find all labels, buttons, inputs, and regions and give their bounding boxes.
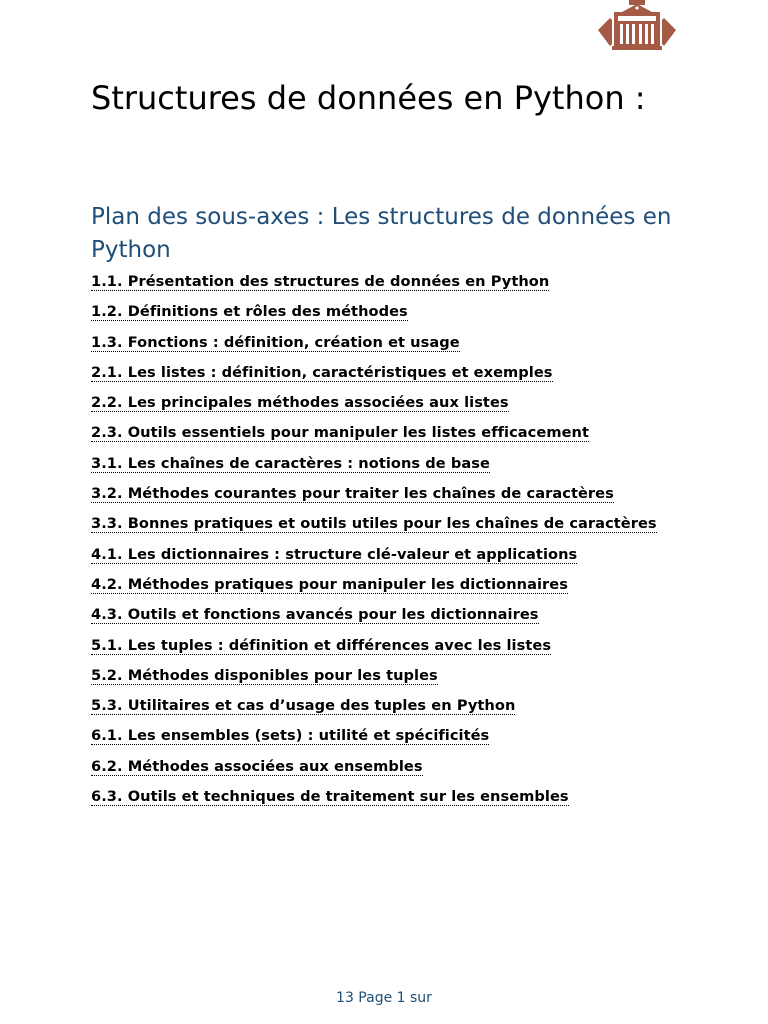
toc-item — [91, 422, 661, 442]
toc-link[interactable]: 3.2. Méthodes courantes pour traiter les chaînes de caractères — [91, 485, 614, 503]
page-footer: 13 Page 1 sur — [336, 990, 432, 1006]
toc-link[interactable]: 6.3. Outils et techniques de traitement sur les ensembles — [91, 788, 569, 806]
toc-item — [91, 574, 661, 594]
toc-item — [91, 453, 661, 473]
toc-link[interactable]: 5.3. Utilitaires et cas d’usage des tuples en Python — [91, 697, 516, 715]
toc-link[interactable]: 4.2. Méthodes pratiques pour manipuler les dictionnaires — [91, 575, 568, 593]
toc-item — [91, 483, 661, 503]
toc-item — [91, 665, 661, 685]
institution-logo-icon — [596, 0, 678, 52]
toc-item — [91, 513, 661, 533]
toc-link[interactable]: 2.1. Les listes : définition, caractéristiques et exemples — [91, 363, 553, 381]
toc-link[interactable]: 4.1. Les dictionnaires : structure clé-valeur et applications — [91, 545, 578, 563]
toc-item — [91, 301, 661, 321]
toc-link[interactable]: 6.2. Méthodes associées aux ensembles — [91, 757, 423, 775]
section-heading: Plan des sous-axes : Les structures de données en Python — [91, 204, 672, 263]
toc-item — [91, 332, 661, 352]
table-of-contents — [91, 271, 661, 816]
toc-item — [91, 635, 661, 655]
toc-link[interactable]: 6.1. Les ensembles (sets) : utilité et spécificités — [91, 727, 490, 745]
toc-item — [91, 695, 661, 715]
toc-item — [91, 786, 661, 806]
page-title: Structures de données en Python : — [91, 79, 646, 117]
toc-link[interactable]: 5.1. Les tuples : définition et différences avec les listes — [91, 636, 552, 654]
toc-link[interactable]: 2.2. Les principales méthodes associées aux listes — [91, 394, 509, 412]
toc-item — [91, 544, 661, 564]
toc-item — [91, 756, 661, 776]
toc-item — [91, 362, 661, 382]
toc-item — [91, 604, 661, 624]
toc-link[interactable]: 5.2. Méthodes disponibles pour les tuples — [91, 666, 438, 684]
toc-link[interactable]: 1.2. Définitions et rôles des méthodes — [91, 303, 408, 321]
toc-item — [91, 725, 661, 745]
toc-link[interactable]: 2.3. Outils essentiels pour manipuler les listes efficacement — [91, 424, 589, 442]
toc-link[interactable]: 3.1. Les chaînes de caractères : notions de base — [91, 454, 490, 472]
toc-link[interactable]: 1.1. Présentation des structures de données en Python — [91, 273, 550, 290]
toc-item — [91, 392, 661, 412]
toc-link[interactable]: 4.3. Outils et fonctions avancés pour les dictionnaires — [91, 606, 539, 624]
toc-link[interactable]: 3.3. Bonnes pratiques et outils utiles pour les chaînes de caractères — [91, 515, 657, 533]
toc-item — [91, 271, 661, 291]
toc-link[interactable]: 1.3. Fonctions : définition, création et usage — [91, 333, 460, 351]
